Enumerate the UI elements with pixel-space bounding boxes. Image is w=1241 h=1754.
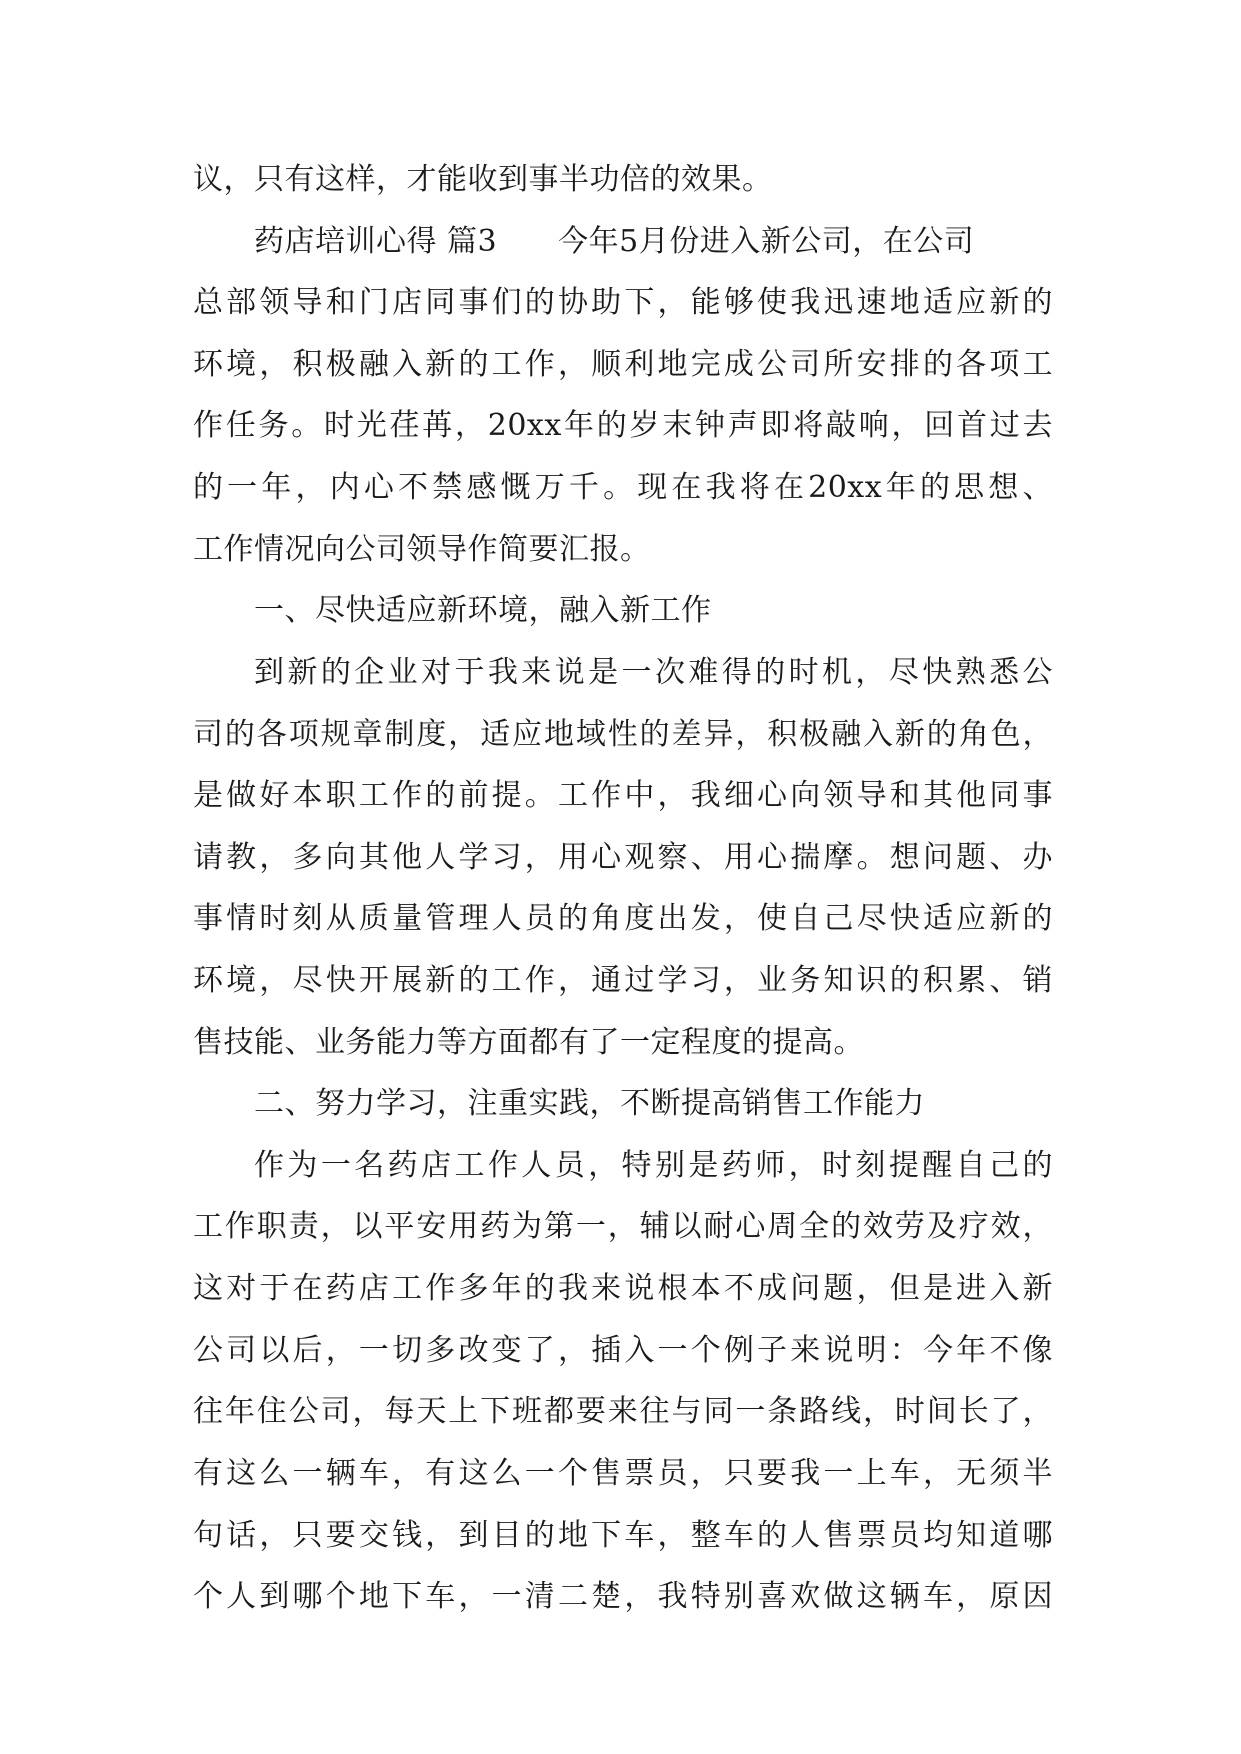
paragraph-line: 售技能、业务能力等方面都有了一定程度的提高。: [193, 1025, 864, 1060]
section-heading: 二、努力学习，注重实践，不断提高销售工作能力: [254, 1086, 925, 1121]
paragraph-line: 这对于在药店工作多年的我来说根本不成问题，但是进入新: [193, 1271, 1053, 1306]
paragraph-line: 工作职责，以平安用药为第一，辅以耐心周全的效劳及疗效，: [193, 1209, 1053, 1244]
paragraph-line: 议，只有这样，才能收到事半功倍的效果。: [193, 162, 773, 197]
paragraph-line: 司的各项规章制度，适应地域性的差异，积极融入新的角色，: [193, 717, 1053, 752]
paragraph-line: 往年住公司，每天上下班都要来往与同一条路线，时间长了，: [193, 1394, 1053, 1429]
paragraph-line: 事情时刻从质量管理人员的角度出发，使自己尽快适应新的: [193, 901, 1053, 936]
paragraph-line: 个人到哪个地下车，一清二楚，我特别喜欢做这辆车，原因: [193, 1579, 1053, 1614]
paragraph-line: 工作情况向公司领导作简要汇报。: [193, 532, 651, 567]
paragraph-line: 环境，尽快开展新的工作，通过学习，业务知识的积累、销: [193, 963, 1053, 998]
paragraph-line: 总部领导和门店同事们的协助下，能够使我迅速地适应新的: [193, 285, 1053, 320]
paragraph-line: 药店培训心得 篇3 今年5月份进入新公司，在公司: [254, 224, 975, 259]
paragraph-line: 公司以后，一切多改变了，插入一个例子来说明：今年不像: [193, 1333, 1053, 1368]
paragraph-line: 请教，多向其他人学习，用心观察、用心揣摩。想问题、办: [193, 840, 1053, 875]
section-heading: 一、尽快适应新环境，融入新工作: [254, 593, 712, 628]
paragraph-line: 句话，只要交钱，到目的地下车，整车的人售票员均知道哪: [193, 1518, 1053, 1553]
paragraph-line: 到新的企业对于我来说是一次难得的时机，尽快熟悉公: [254, 655, 1053, 690]
paragraph-line: 作任务。时光荏苒，20xx年的岁末钟声即将敲响，回首过去: [193, 408, 1053, 443]
paragraph-line: 环境，积极融入新的工作，顺利地完成公司所安排的各项工: [193, 347, 1053, 382]
paragraph-line: 作为一名药店工作人员，特别是药师，时刻提醒自己的: [254, 1148, 1053, 1183]
paragraph-line: 是做好本职工作的前提。工作中，我细心向领导和其他同事: [193, 778, 1053, 813]
paragraph-line: 的一年，内心不禁感慨万千。现在我将在20xx年的思想、: [193, 470, 1053, 505]
paragraph-line: 有这么一辆车，有这么一个售票员，只要我一上车，无须半: [193, 1456, 1053, 1491]
